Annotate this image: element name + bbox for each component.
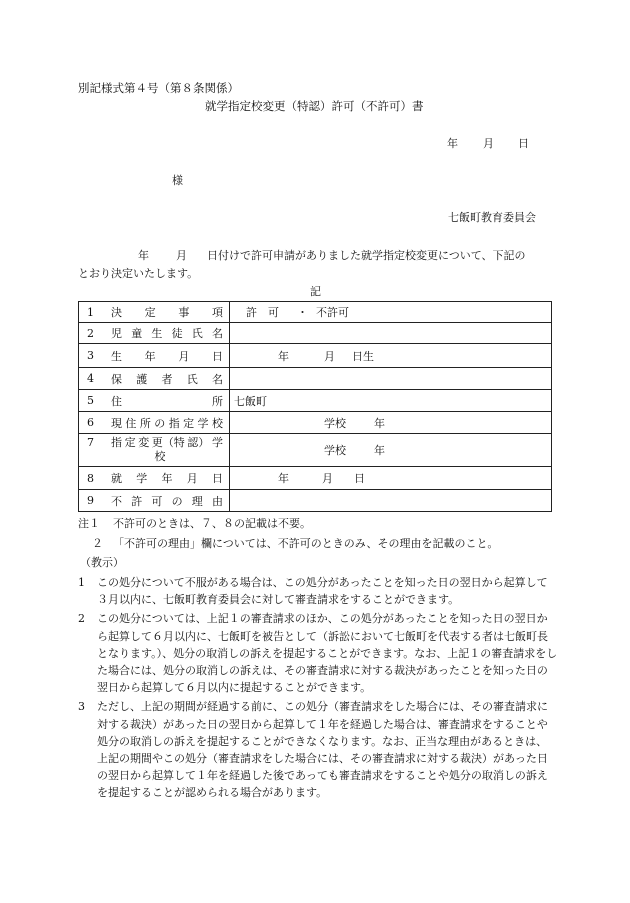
addressee-suffix: 様 xyxy=(172,174,183,187)
deny-option: 不許可 xyxy=(316,306,349,319)
note-2-text: 「不許可の理由」欄については、不許可のときのみ、その理由を記載のこと。 xyxy=(113,537,499,550)
date-year: 年 xyxy=(447,137,458,150)
note-1-label: 注１ xyxy=(78,517,100,530)
row-label: 生 年 月 日 xyxy=(111,344,230,368)
form-number: 別記様式第４号（第８条関係） xyxy=(78,81,239,95)
row-label: 就 学 年 月 日 xyxy=(111,467,230,490)
enrollment-date-value: 年 月 日 xyxy=(230,467,552,490)
table-row xyxy=(79,302,552,323)
denial-reason-value xyxy=(230,490,552,512)
option-separator: ・ xyxy=(297,306,308,319)
table-row xyxy=(79,323,552,344)
issuer-name: 七飯町教育委員会 xyxy=(448,211,536,224)
current-school-value: 学校 年 xyxy=(230,412,552,434)
address-value: 七飯町 xyxy=(230,390,552,412)
birthdate-value: 年 月 日生 xyxy=(230,344,552,368)
row-number: 7 xyxy=(79,434,112,467)
row-number: 2 xyxy=(79,323,112,344)
intro-month: 月 xyxy=(176,249,187,262)
row-label: 住 所 xyxy=(111,390,230,412)
table-row xyxy=(79,344,552,368)
row-number: 3 xyxy=(79,344,112,368)
instruction-item: 3 ただし、上記の期間が経過する前に、この処分（審査請求をした場合には、その審査請求に対する裁決）があった日の翌日から起算して１年を経過した場合は、審査請求をすることや処分の取消しの訴えを提起することができなくなります。なお、正当な理由があるときは、上記の期間やこの処分（審査請求をした場合には、その審査請求に対する裁決）があった日の翌日から起算して１年を経過した後であっても審査請求をすることや処分の取消しの訴えを提起することが認められる場合があります。 xyxy=(78,700,548,800)
instruction-item: 1 この処分について不服がある場合は、この処分があったことを知った日の翌日から起算して３月以内に、七飯町教育委員会に対して審査請求をすることができます。 xyxy=(78,576,548,607)
guardian-name-value xyxy=(230,368,552,390)
decision-table xyxy=(78,301,552,512)
row-number: 1 xyxy=(79,302,112,323)
document-title: 就学指定校変更（特認）許可（不許可）書 xyxy=(205,99,424,113)
student-name-value xyxy=(230,323,552,344)
instruction-list xyxy=(78,574,558,804)
instruction-heading: （教示） xyxy=(80,556,124,569)
table-row xyxy=(79,368,552,390)
note-1-text: 不許可のときは、７、８の記載は不要。 xyxy=(113,517,311,530)
row-number: 8 xyxy=(79,467,112,490)
row-number: 9 xyxy=(79,490,112,512)
instruction-item: 2 この処分については、上記１の審査請求のほか、この処分があったことを知った日の翌日から起算して６月以内に、七飯町を被告として（訴訟において七飯町を代表する者は七飯町長となります。）、処分の取消しの訴えを提起することができます。なお、上記１の審査請求をした場合には、処分の取消しの訴えは、その審査請求に対する裁決があったことを知った日の翌日から起算して６月以内に提起することができます。 xyxy=(78,612,558,695)
row-number: 4 xyxy=(79,368,112,390)
row-label: 指 定 変 更（特 認） 学 校 xyxy=(111,434,230,467)
row-number: 5 xyxy=(79,390,112,412)
table-row xyxy=(79,390,552,412)
row-number: 6 xyxy=(79,412,112,434)
table-row xyxy=(79,434,552,467)
row-label: 児 童 生 徒 氏 名 xyxy=(111,323,230,344)
intro-text-line2: とおり決定いたします。 xyxy=(78,267,199,280)
table-row xyxy=(79,490,552,512)
intro-text: 日付けで許可申請がありました就学指定校変更について、下記の xyxy=(207,249,526,262)
ki-heading: 記 xyxy=(310,285,321,298)
allow-option: 許 可 xyxy=(246,306,279,319)
table-row xyxy=(79,467,552,490)
decision-value xyxy=(230,302,552,323)
row-label: 不 許 可 の 理 由 xyxy=(111,490,230,512)
row-label: 決 定 事 項 xyxy=(111,302,230,323)
row-label: 現 住 所 の 指 定 学 校 xyxy=(111,412,230,434)
table-row xyxy=(79,412,552,434)
changed-school-value: 学校 年 xyxy=(230,434,552,467)
note-2-label: ２ xyxy=(92,537,103,550)
row-label: 保 護 者 氏 名 xyxy=(111,368,230,390)
date-day: 日 xyxy=(518,137,529,150)
date-month: 月 xyxy=(483,137,494,150)
intro-year: 年 xyxy=(138,249,149,262)
